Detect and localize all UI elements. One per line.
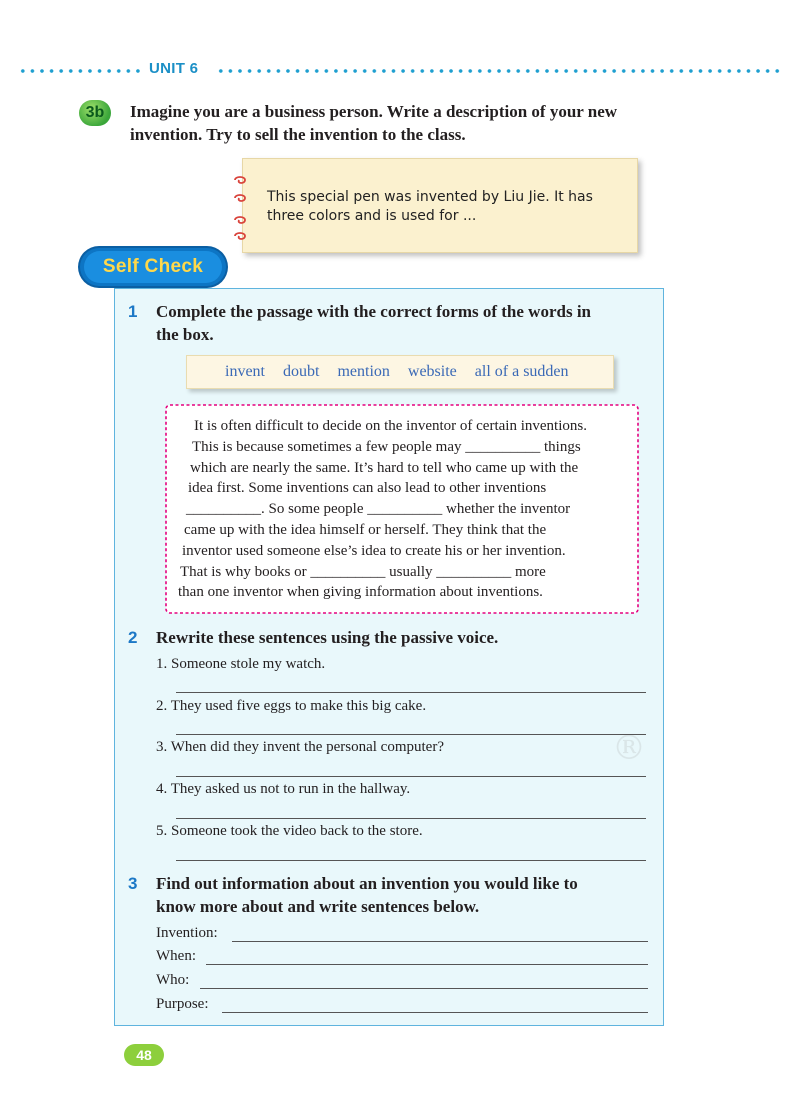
section-3-heading [156,872,656,918]
exercise-item: 5. Someone took the video back to the store. [156,823,423,839]
answer-line[interactable] [176,818,646,819]
field-label-when: When: [156,948,196,964]
word-option: website [407,363,457,380]
example-note-text [267,188,627,226]
section-2-heading: Rewrite these sentences using the passive voice. [156,628,499,647]
section-3b-instruction [130,100,690,146]
note-line: This special pen was invented by Liu Jie. It has [267,189,593,205]
field-label-invention: Invention: [156,925,218,941]
word-box [186,355,614,389]
spiral-ring-icon [233,175,249,185]
self-check-badge [80,248,226,286]
passage-line: than one inventor when giving information about inventions. [178,584,543,601]
exercise-item: 4. They asked us not to run in the hallway. [156,781,411,797]
exercise-item: 3. When did they invent the personal computer? [156,739,444,755]
passage-line: It is often difficult to decide on the inventor of certain inventions. [194,418,587,434]
spiral-ring-icon [233,215,249,225]
section-1-number: 1 [128,302,138,321]
answer-line[interactable] [176,860,646,861]
invention-answer-line[interactable] [232,941,648,942]
answer-line[interactable] [176,692,646,693]
passage-line: This is because sometimes a few people may __________ things [192,438,581,455]
self-check-label: Self Check [84,251,222,283]
word-option: invent [225,363,265,380]
passage-line: inventor used someone else’s idea to create his or her invention. [182,542,566,559]
section-2-number: 2 [128,628,138,647]
passage-line: which are nearly the same. It’s hard to tell who came up with the [190,459,579,476]
when-answer-line[interactable] [206,964,648,965]
word-option: mention [337,363,390,380]
heading-line: the box. [156,325,214,344]
section-3b-badge: 3b [79,100,111,126]
purpose-answer-line[interactable] [222,1012,648,1013]
heading-line: Find out information about an invention you would like to [156,874,578,893]
spiral-ring-icon [233,193,249,203]
exercise-item: 1. Someone stole my watch. [156,656,326,672]
heading-line: Complete the passage with the correct forms of the words in [156,302,591,321]
passage-line: idea first. Some inventions can also lead to other inventions [188,480,547,497]
exercise-item: 2. They used five eggs to make this big cake. [156,698,427,714]
instruction-line: Imagine you are a business person. Write a description of your new [130,102,618,121]
answer-line[interactable] [176,776,646,777]
passage-line: That is why books or __________ usually __________ more [180,563,546,580]
unit-title: UNIT 6 [149,60,199,77]
header-dots-left [18,68,140,74]
passage-line: __________. So some people __________ whether the inventor [186,501,571,518]
header-dots-right [216,68,782,74]
page-number: 48 [124,1044,164,1066]
spiral-ring-icon [233,231,249,241]
section-1-heading [156,300,656,346]
field-label-purpose: Purpose: [156,996,209,1012]
note-line: three colors and is used for ... [267,208,477,224]
watermark-registered-icon: ® [612,728,646,768]
word-option: doubt [283,363,320,380]
section-3-number: 3 [128,874,138,893]
word-option: all of a sudden [474,363,569,380]
example-note-card [242,158,638,253]
passage-text [178,416,624,603]
who-answer-line[interactable] [200,988,648,989]
instruction-line: invention. Try to sell the invention to the class. [130,125,466,144]
passage-line: came up with the idea himself or herself. They think that the [184,521,547,538]
answer-line[interactable] [176,734,646,735]
field-label-who: Who: [156,972,190,988]
heading-line: know more about and write sentences below. [156,897,480,916]
